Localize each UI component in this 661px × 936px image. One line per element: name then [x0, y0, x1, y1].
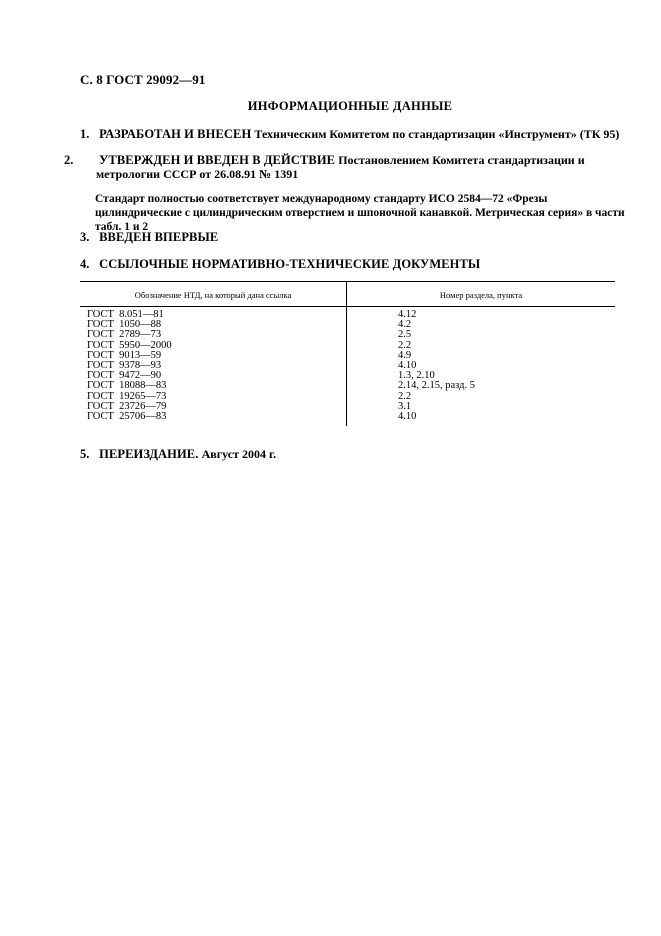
table-cell-doc: ГОСТ 23726—79: [87, 400, 167, 412]
table-cell-section: 2.5: [398, 329, 412, 341]
table-row: [80, 381, 615, 391]
table-cell-section: 2.14, 2.15, разд. 5: [398, 380, 475, 392]
item-2-text: Постановлением Комитета стандартизации и метрологии СССР от 26.08.91 № 1391: [96, 153, 585, 181]
references-table: [80, 281, 615, 426]
item-4: [80, 257, 625, 271]
table-cell-doc: ГОСТ 9378—93: [87, 359, 162, 371]
item-1-number: 1.: [80, 127, 90, 141]
table-cell-section: 4.2: [398, 319, 412, 331]
item-1-text: Техническим Комитетом по стандартизации «Инструмент» (ТК 95): [254, 127, 620, 141]
table-row: [80, 412, 615, 422]
table-cell-doc: ГОСТ 25706—83: [87, 410, 167, 422]
item-4-number: 4.: [80, 257, 90, 271]
table-body: [80, 307, 615, 426]
table-cell-doc: ГОСТ 5950—2000: [87, 339, 172, 351]
item-2-lead: УТВЕРЖДЕН И ВВЕДЕН В ДЕЙСТВИЕ: [99, 153, 336, 167]
item-2-number: 2.: [64, 153, 74, 167]
table-cell-section: 4.10: [398, 359, 417, 371]
table-header: [80, 281, 615, 307]
table-cell-section: 2.2: [398, 339, 412, 351]
table-cell-doc: ГОСТ 1050—88: [87, 319, 162, 331]
table-cell-section: 3.1: [398, 400, 412, 412]
item-5-number: 5.: [80, 447, 90, 461]
conformity-note: Стандарт полностью соответствует международному стандарту ИСО 2584—72 «Фрезы цилиндрические с цилиндрическим отверстием и шпоночной канавкой. Метрическая серия» в части табл. 1 и 2: [95, 193, 625, 233]
table-header-section: Номер раздела, пункта: [439, 290, 523, 300]
table-cell-doc: ГОСТ 19265—73: [87, 390, 167, 402]
table-cell-doc: ГОСТ 8.051—81: [87, 309, 164, 320]
table-cell-section: 4.10: [398, 410, 417, 422]
item-5-lead: ПЕРЕИЗДАНИЕ.: [99, 447, 199, 461]
table-cell-section: 2.2: [398, 390, 412, 402]
section-title: ИНФОРМАЦИОННЫЕ ДАННЫЕ: [247, 99, 453, 113]
item-3-lead: ВВЕДЕН ВПЕРВЫЕ: [99, 230, 219, 244]
item-1-lead: РАЗРАБОТАН И ВНЕСЕН: [99, 127, 252, 141]
table-cell-section: 4.9: [398, 349, 412, 361]
table-header-doc: Обозначение НТД, на который дана ссылка: [80, 282, 347, 306]
table-cell-section: 1.3, 2.10: [398, 370, 435, 382]
item-3: [80, 230, 625, 244]
table-cell-section: 4.12: [398, 309, 417, 320]
item-5-text: Август 2004 г.: [201, 447, 277, 461]
item-4-lead: ССЫЛОЧНЫЕ НОРМАТИВНО-ТЕХНИЧЕСКИЕ ДОКУМЕНТЫ: [99, 257, 481, 271]
table-cell-doc: ГОСТ 2789—73: [87, 329, 162, 341]
item-1: [80, 127, 625, 141]
table-cell-doc: ГОСТ 9472—90: [87, 370, 162, 382]
table-cell-doc: ГОСТ 18088—83: [87, 380, 167, 392]
page-header: С. 8 ГОСТ 29092—91: [80, 72, 206, 87]
item-5: [80, 447, 625, 461]
item-3-number: 3.: [80, 230, 90, 244]
table-cell-doc: ГОСТ 9013—59: [87, 349, 162, 361]
item-2: [64, 153, 625, 181]
